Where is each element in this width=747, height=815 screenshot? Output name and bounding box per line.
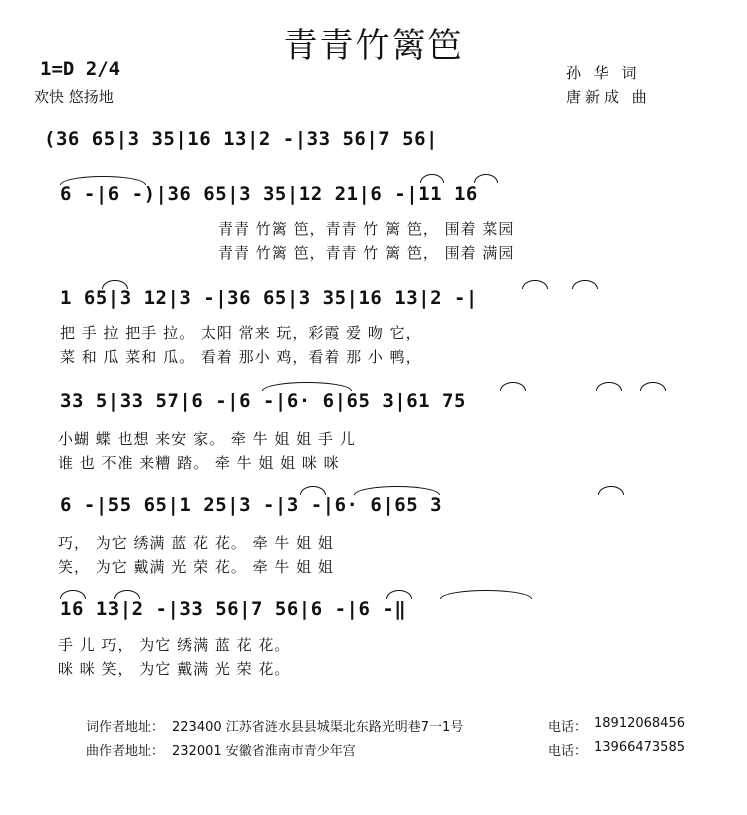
composer-phone: 13966473585 (594, 740, 685, 755)
slur-mark (300, 486, 326, 495)
slur-mark (114, 590, 140, 599)
score-row-5: 6 -|55 65|1 25|3 -|3 -|6· 6|65 3 (60, 494, 443, 516)
score-row-6: 16 13|2 -|33 56|7 56|6 -|6 -‖ (60, 598, 407, 620)
lyric-row-3-verse-2: 菜 和 瓜 菜和 瓜。 看着 那小 鸡，看着 那 小 鸭， (60, 348, 422, 366)
lyric-row-5-verse-1: 巧， 为它 绣满 蓝 花 花。 牵 牛 姐 姐 (58, 534, 334, 552)
slur-mark (640, 382, 666, 391)
lyricist-address: 223400 江苏省涟水县县城渠北东路光明巷7一1号 (172, 720, 464, 735)
lyricist-credit: 孙 华 词 (566, 64, 641, 82)
lyric-row-3-verse-1: 把 手 拉 把手 拉。 太阳 常来 玩，彩霞 爱 吻 它， (60, 324, 422, 342)
lyricist-phone: 18912068456 (594, 716, 685, 731)
lyric-row-4-verse-2: 谁 也 不准 来糟 踏。 牵 牛 姐 姐 咪 咪 (58, 454, 340, 472)
slur-mark (500, 382, 526, 391)
score-row-4: 33 5|33 57|6 -|6 -|6· 6|65 3|61 75 (60, 390, 466, 412)
slur-mark (596, 382, 622, 391)
composer-phone-label: 电话： (548, 744, 588, 759)
lyric-row-4-verse-1: 小蝴 蝶 也想 来安 家。 牵 牛 姐 姐 手 儿 (58, 430, 356, 448)
slur-mark (572, 280, 598, 289)
slur-mark (474, 174, 498, 183)
lyric-row-2-verse-2: 青青 竹篱 笆，青青 竹 篱 笆， 围着 满园 (218, 244, 515, 262)
lyricist-phone-label: 电话： (548, 720, 588, 735)
score-row-2: 6 -|6 -)|36 65|3 35|12 21|6 -|11 16 (60, 183, 478, 205)
score-row-3: 1 65|3 12|3 -|36 65|3 35|16 13|2 -| (60, 287, 478, 309)
tie-mark (440, 590, 532, 599)
slur-mark (598, 486, 624, 495)
slur-mark (386, 590, 412, 599)
slur-mark (420, 174, 444, 183)
song-title: 青青竹篱笆 (283, 26, 464, 66)
composer-address-label: 曲作者地址： (86, 744, 165, 759)
lyricist-address-label: 词作者地址： (86, 720, 165, 735)
composer-address: 232001 安徽省淮南市青少年宫 (172, 744, 356, 759)
tie-mark (262, 382, 352, 391)
slur-mark (102, 280, 128, 289)
tie-mark (354, 486, 440, 495)
score-row-1: (36 65|3 35|16 13|2 -|33 56|7 56| (44, 128, 438, 150)
lyric-row-2-verse-1: 青青 竹篱 笆，青青 竹 篱 笆， 围着 菜园 (218, 220, 515, 238)
lyric-row-6-verse-2: 咪 咪 笑， 为它 戴满 光 荣 花。 (58, 660, 291, 678)
lyric-row-6-verse-1: 手 儿 巧， 为它 绣满 蓝 花 花。 (58, 636, 291, 654)
tie-mark (60, 176, 146, 185)
composer-credit: 唐新成 曲 (566, 88, 651, 106)
lyric-row-5-verse-2: 笑， 为它 戴满 光 荣 花。 牵 牛 姐 姐 (58, 558, 334, 576)
slur-mark (60, 590, 86, 599)
tempo-marking: 欢快 悠扬地 (34, 88, 114, 106)
slur-mark (522, 280, 548, 289)
key-signature: 1=D 2/4 (40, 58, 121, 80)
